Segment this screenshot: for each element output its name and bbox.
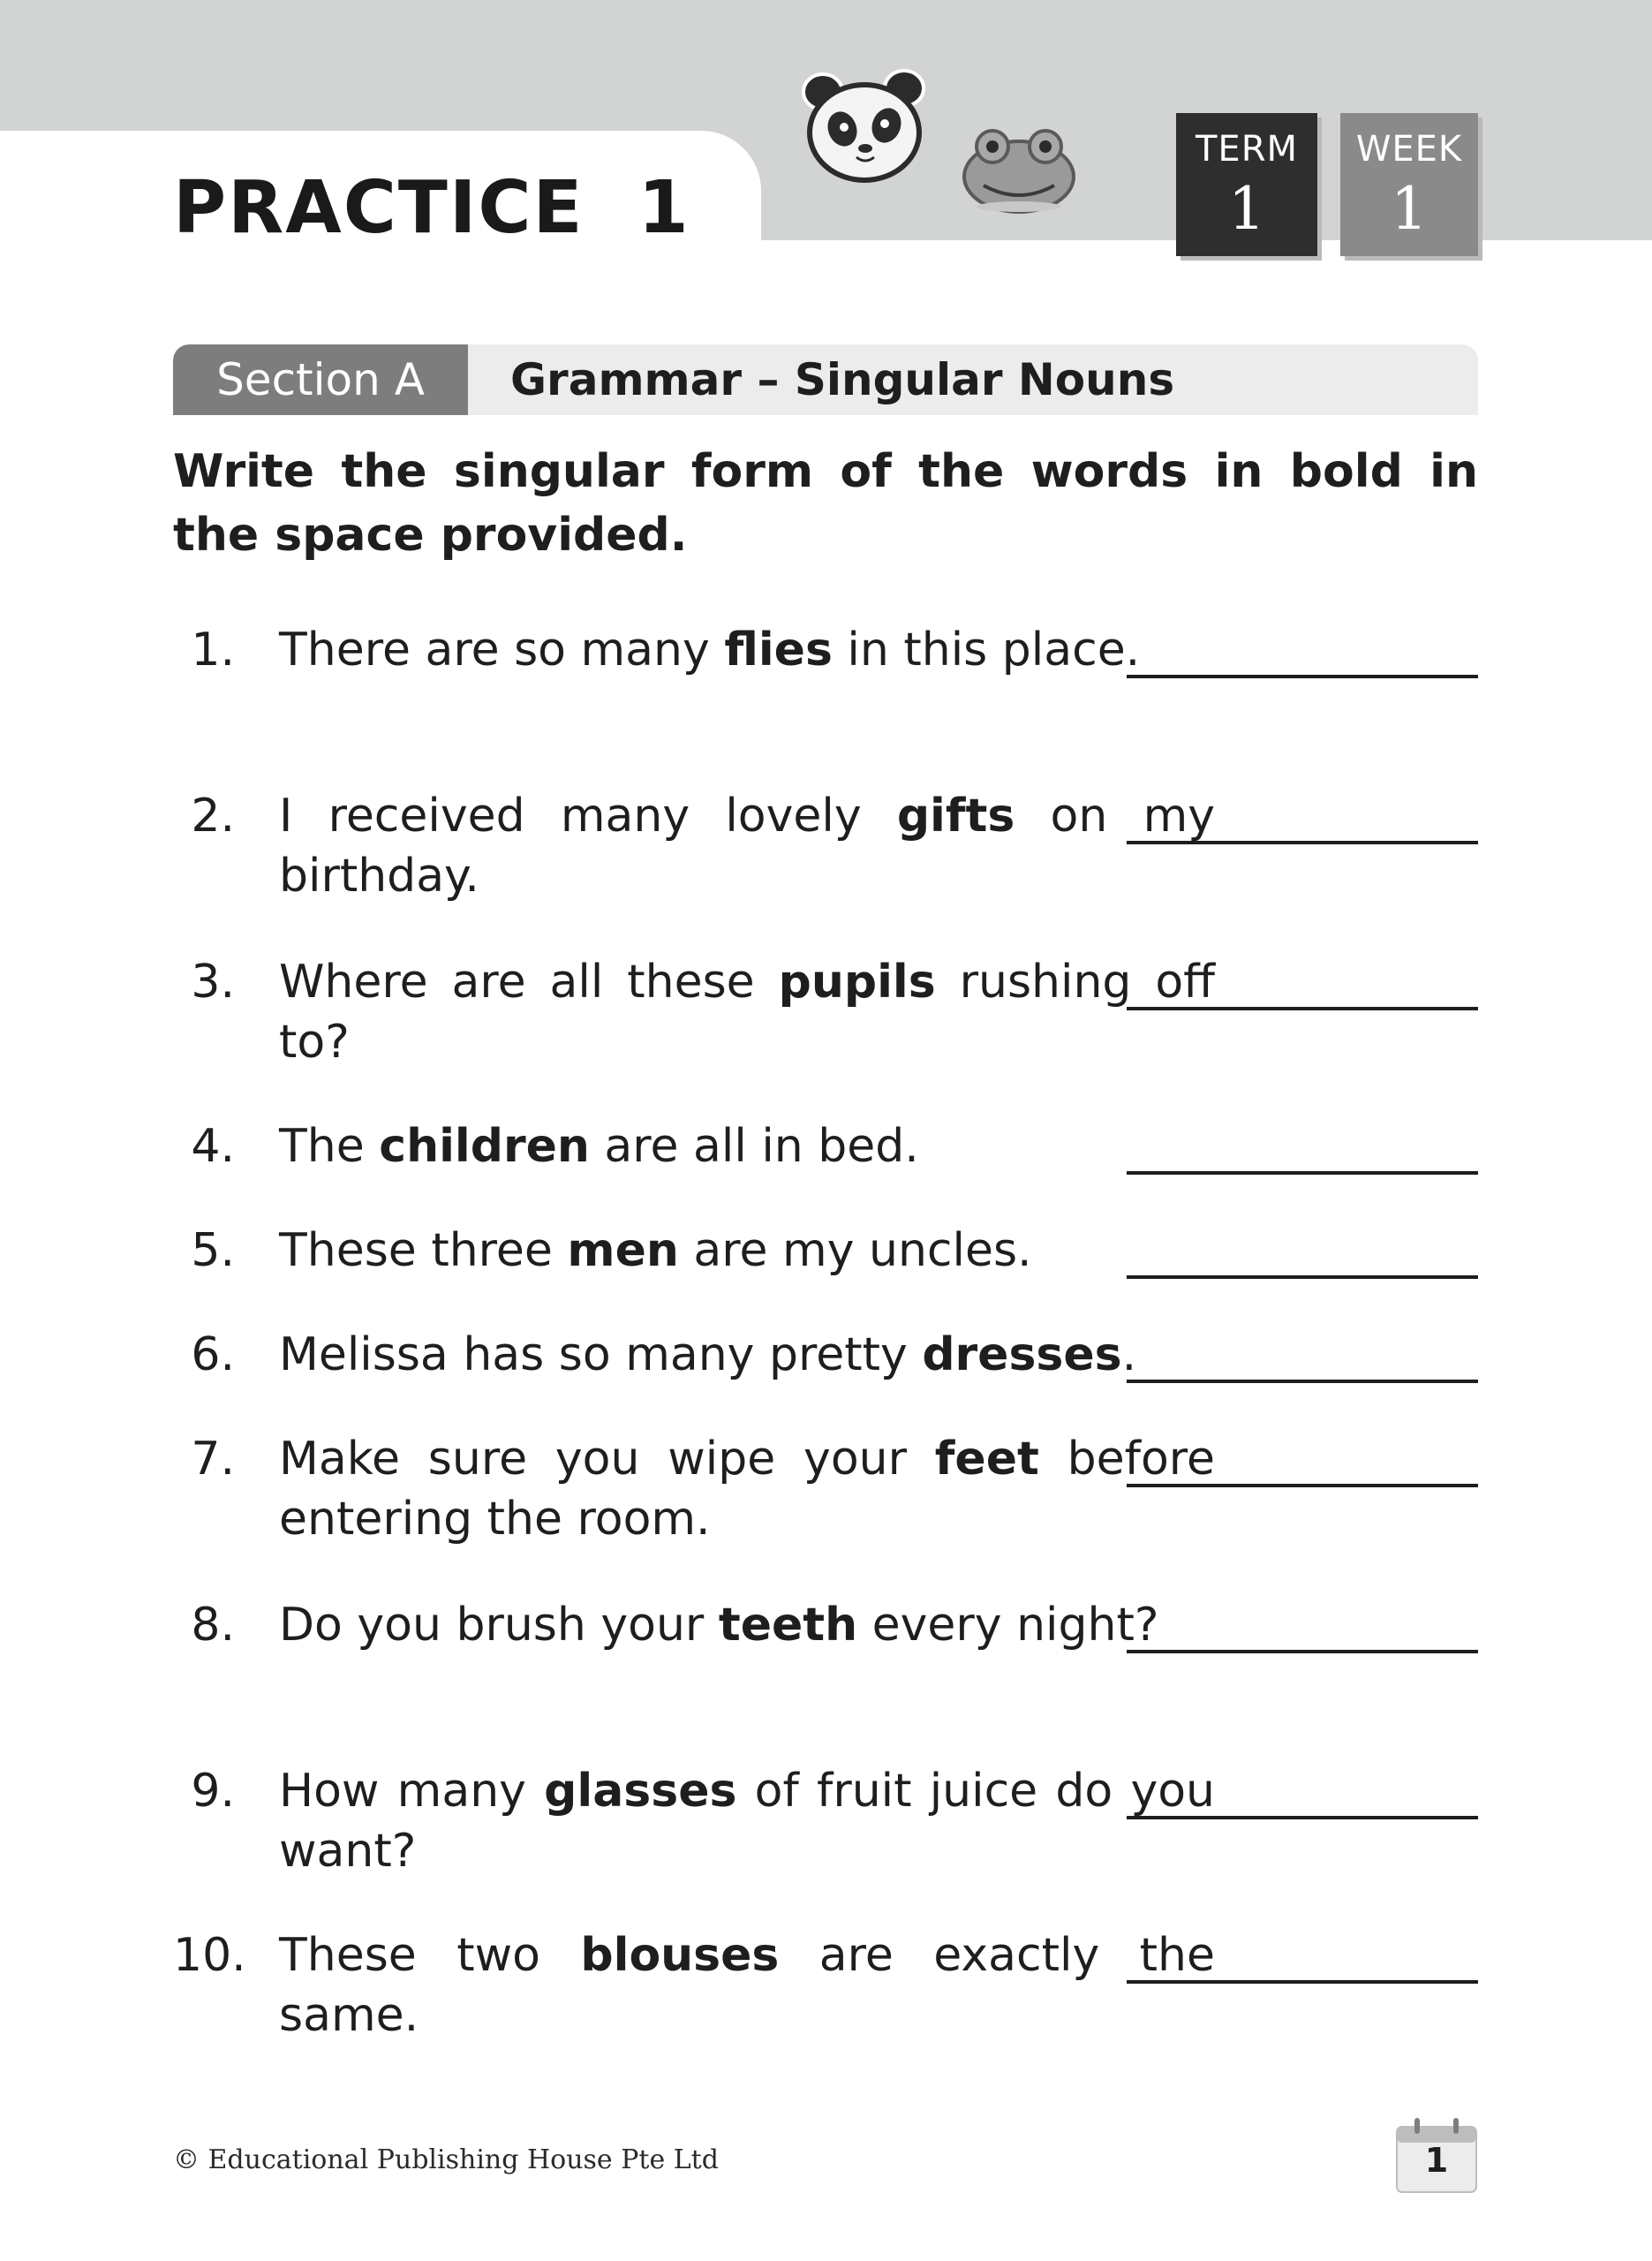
week-label: WEEK <box>1355 129 1463 170</box>
question-text: These two blouses are exactly the same. <box>279 1929 1215 2042</box>
answer-line[interactable] <box>1127 1980 1478 1984</box>
answer-line[interactable] <box>1127 1007 1478 1010</box>
answer-line[interactable] <box>1127 675 1478 678</box>
question-number: 7. <box>191 1433 235 1486</box>
question-number: 2. <box>191 790 235 843</box>
answer-line[interactable] <box>1127 1275 1478 1279</box>
term-number: 1 <box>1228 175 1265 243</box>
frog-mascot-icon <box>957 120 1081 217</box>
question-text: Do you brush your teeth every night? <box>279 1599 1159 1652</box>
term-badge <box>1176 113 1317 256</box>
bold-word: feet <box>934 1433 1039 1486</box>
section-title: Grammar – Singular Nouns <box>510 354 1175 405</box>
bold-word: children <box>379 1120 590 1173</box>
week-badge <box>1340 113 1478 256</box>
question-text: These three men are my uncles. <box>279 1224 1032 1277</box>
question-number: 10. <box>173 1929 246 1982</box>
question-number: 1. <box>191 624 235 677</box>
section-tag: Section A <box>173 344 468 415</box>
question-text: I received many lovely gifts on my birthday. <box>279 790 1215 903</box>
question-text: Make sure you wipe your feet before entering the room. <box>279 1433 1215 1546</box>
question-number: 5. <box>191 1224 235 1277</box>
question-text: There are so many flies in this place. <box>279 624 1141 677</box>
section-header <box>173 344 1478 415</box>
question-text: How many glasses of fruit juice do you want? <box>279 1765 1215 1878</box>
term-label: TERM <box>1195 129 1298 170</box>
week-number: 1 <box>1391 175 1428 243</box>
page-title: PRACTICE 1 <box>173 166 690 250</box>
panda-mascot-icon <box>798 64 931 187</box>
bold-word: flies <box>724 624 833 677</box>
copyright-text: © Educational Publishing House Pte Ltd <box>173 2144 719 2175</box>
answer-line[interactable] <box>1127 1484 1478 1487</box>
question-number: 3. <box>191 956 235 1009</box>
question-number: 8. <box>191 1599 235 1652</box>
bold-word: pupils <box>778 956 936 1009</box>
bold-word: gifts <box>896 790 1015 843</box>
question-number: 4. <box>191 1120 235 1173</box>
question-text: Melissa has so many pretty dresses. <box>279 1328 1137 1381</box>
instruction-text: Write the singular form of the words in bold in the space provided. <box>173 445 1478 562</box>
page-number: 1 <box>1424 2141 1449 2180</box>
answer-line[interactable] <box>1127 1816 1478 1819</box>
bold-word: blouses <box>580 1929 780 1982</box>
question-number: 6. <box>191 1328 235 1381</box>
question-text: Where are all these pupils rushing off to? <box>279 956 1215 1069</box>
bold-word: teeth <box>718 1599 858 1652</box>
bold-word: dresses <box>922 1328 1122 1381</box>
answer-line[interactable] <box>1127 1650 1478 1653</box>
bold-word: men <box>567 1224 679 1277</box>
answer-line[interactable] <box>1127 1380 1478 1383</box>
answer-line[interactable] <box>1127 1171 1478 1175</box>
answer-line[interactable] <box>1127 841 1478 844</box>
bold-word: glasses <box>544 1765 737 1818</box>
question-number: 9. <box>191 1765 235 1818</box>
question-text: The children are all in bed. <box>279 1120 919 1173</box>
